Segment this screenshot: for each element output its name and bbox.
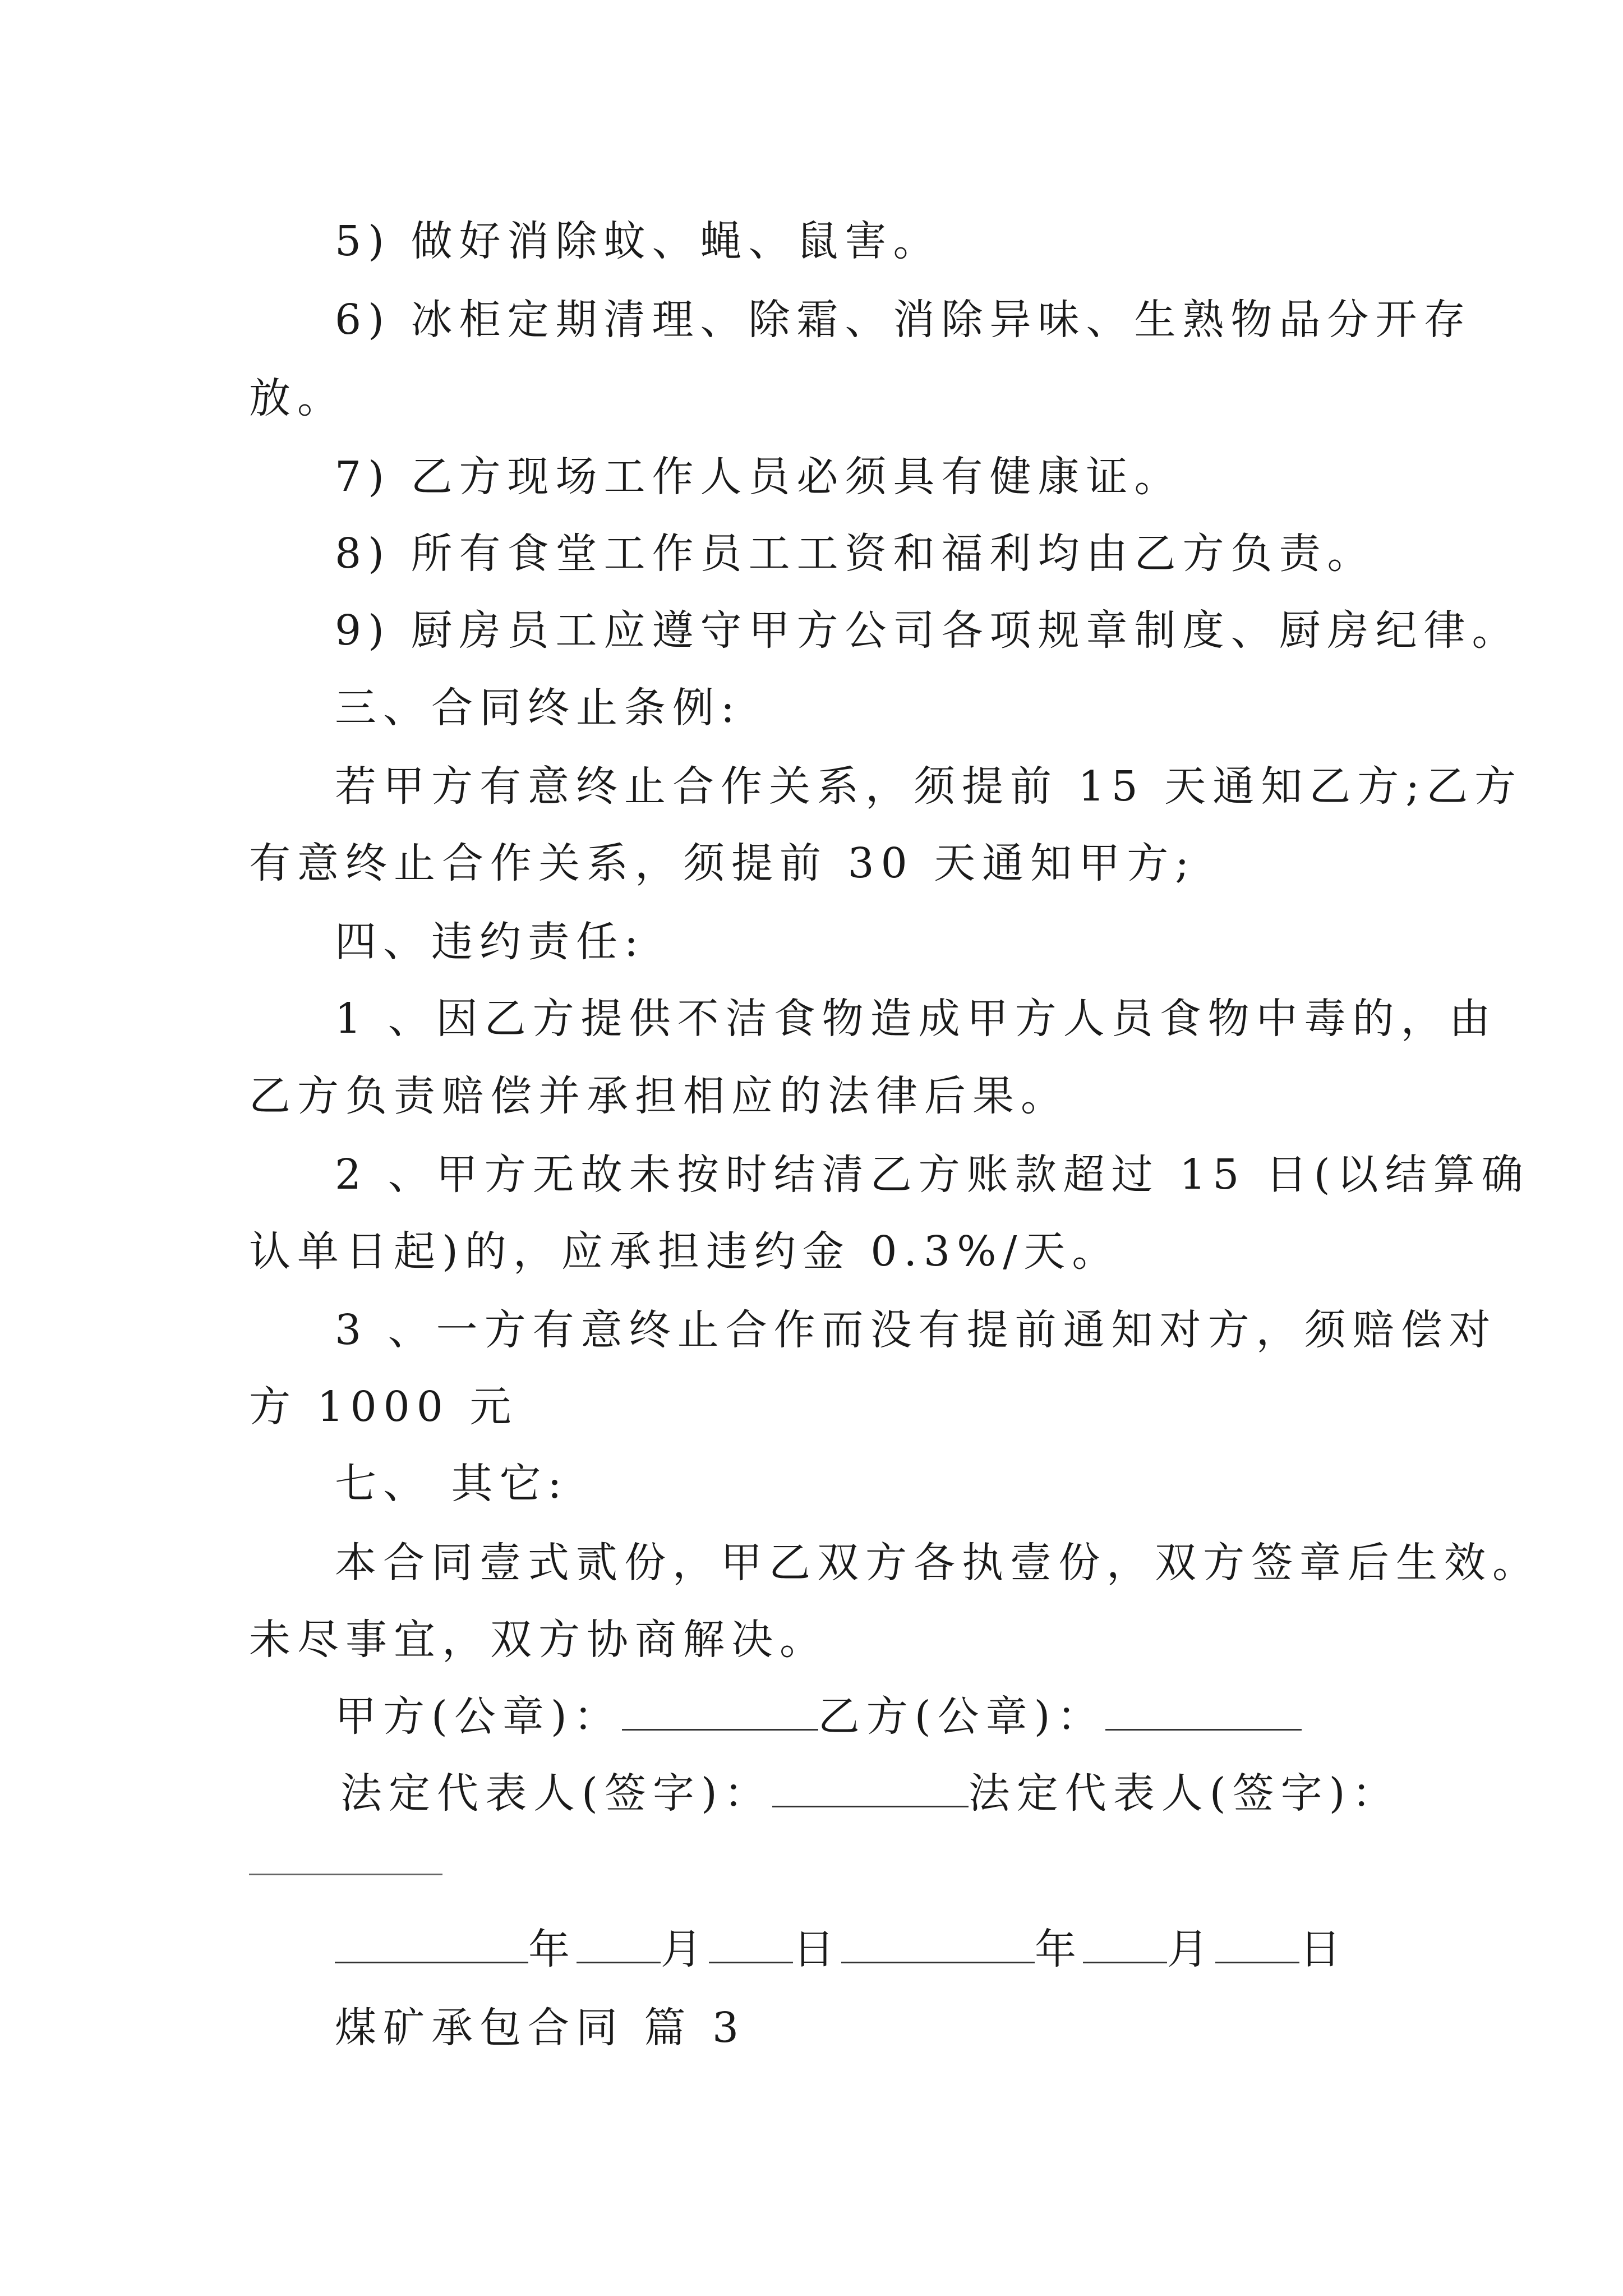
termination-text-cont: 有意终止合作关系，须提前 30 天通知甲方; (249, 839, 1196, 887)
liability-item-3-cont: 方 1000 元 (249, 1383, 518, 1431)
rep-a-label: 法定代表人(签字)： (340, 1769, 772, 1818)
rep-b-blank (249, 1874, 442, 1875)
liability-item-3: 3 、一方有意终止合作而没有提前通知对方，须赔偿对 (335, 1306, 1497, 1354)
seal-line (335, 1692, 1302, 1741)
date-b-month-blank (1083, 1961, 1167, 1963)
rep-b-label: 法定代表人(签字)： (968, 1769, 1400, 1818)
date-a-month-blank (577, 1961, 661, 1963)
date-line (335, 1925, 1348, 1973)
date-b-day: 日 (1299, 1925, 1348, 1973)
clause-8: 8) 所有食堂工作员工工资和福利均由乙方负责。 (335, 530, 1376, 578)
other-text-cont: 未尽事宜，双方协商解决。 (249, 1616, 828, 1664)
clause-6: 6) 冰柜定期清理、除霜、消除异味、生熟物品分开存 (335, 296, 1472, 344)
clause-5: 5) 做好消除蚊、蝇、鼠害。 (335, 217, 942, 265)
date-b-year: 年 (1035, 1925, 1083, 1973)
party-b-seal-blank (1105, 1728, 1302, 1731)
party-a-seal-label: 甲方(公章)： (335, 1692, 622, 1741)
other-text: 本合同壹式贰份，甲乙双方各执壹份，双方签章后生效。 (335, 1539, 1541, 1587)
section-heading-other: 七、 其它: (335, 1460, 569, 1508)
date-b-day-blank (1215, 1961, 1299, 1963)
date-b-year-blank (841, 1961, 1035, 1963)
party-b-seal-label: 乙方(公章)： (818, 1692, 1105, 1741)
clause-7: 7) 乙方现场工作人员必须具有健康证。 (335, 453, 1183, 501)
section-heading-liability: 四、违约责任: (335, 918, 645, 966)
termination-text: 若甲方有意终止合作关系，须提前 15 天通知乙方;乙方 (335, 762, 1523, 811)
representative-line (340, 1769, 1400, 1818)
date-a-day-blank (709, 1961, 793, 1963)
clause-6-cont: 放。 (249, 374, 345, 422)
date-b-month: 月 (1167, 1925, 1215, 1973)
rep-a-blank (772, 1805, 969, 1807)
liability-item-2-cont: 认单日起)的，应承担违约金 0.3%/天。 (249, 1227, 1121, 1276)
next-section-heading: 煤矿承包合同 篇 3 (335, 2004, 746, 2052)
date-a-year: 年 (528, 1925, 577, 1973)
party-a-seal-blank (622, 1728, 818, 1731)
clause-9: 9) 厨房员工应遵守甲方公司各项规章制度、厨房纪律。 (335, 606, 1520, 655)
section-heading-termination: 三、合同终止条例: (335, 684, 741, 732)
date-a-day: 日 (793, 1925, 841, 1973)
liability-item-1-cont: 乙方负责赔偿并承担相应的法律后果。 (249, 1072, 1069, 1120)
date-a-year-blank (335, 1961, 528, 1963)
liability-item-1: 1 、因乙方提供不洁食物造成甲方人员食物中毒的，由 (335, 995, 1497, 1043)
date-a-month: 月 (661, 1925, 709, 1973)
liability-item-2: 2 、甲方无故未按时结清乙方账款超过 15 日(以结算确 (335, 1151, 1530, 1199)
